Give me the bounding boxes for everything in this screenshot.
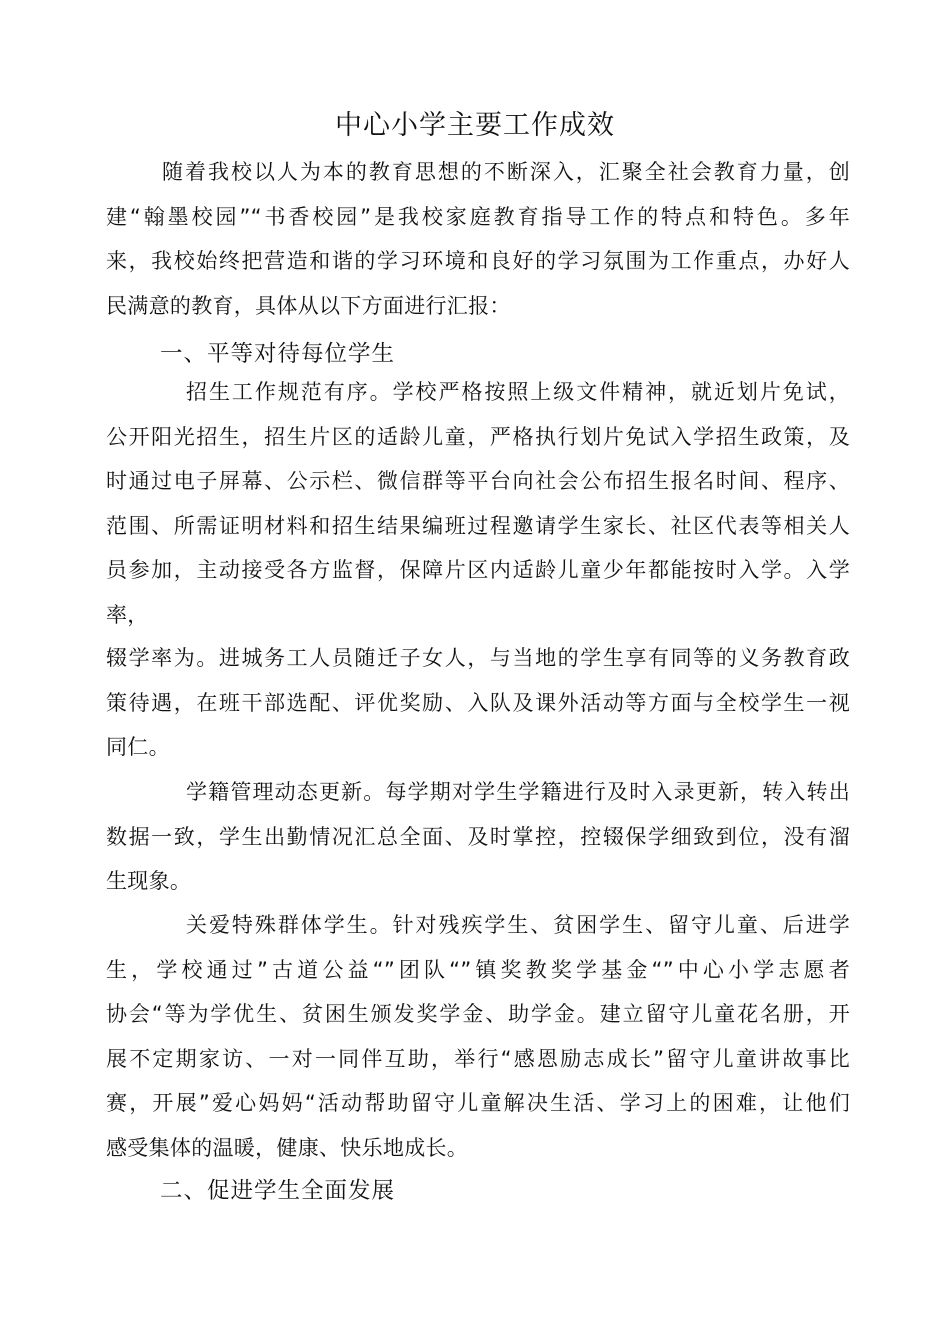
document-title: 中心小学主要工作成效 [335, 110, 615, 141]
special-care-line-2: 生，学校通过”古道公益“”团队“”镇奖教奖学基金“”中心小学志愿者 [106, 957, 850, 982]
dropout-line-1: 辍学率为。进城务工人员随迁子女人，与当地的学生享有同等的义务教育政 [106, 646, 850, 670]
enrollment-paragraph [106, 370, 850, 637]
section-2-heading: 二、促进学生全面发展 [160, 1178, 396, 1204]
enrollment-line-1: 招生工作规范有序。学校严格按照上级文件精神，就近划片免试， [186, 380, 850, 404]
intro-line-1: 随着我校以人为本的教育思想的不断深入，汇聚全社会教育力量，创 [162, 160, 850, 184]
registry-line-1: 学籍管理动态更新。每学期对学生学籍进行及时入录更新，转入转出 [186, 780, 850, 804]
registry-line-2: 数据一致，学生出勤情况汇总全面、及时掌控，控辍保学细致到位，没有溜 [106, 824, 850, 849]
special-care-line-1: 关爱特殊群体学生。针对残疾学生、贫困学生、留守儿童、后进学 [186, 913, 850, 937]
intro-line-4: 民满意的教育，具体从以下方面进行汇报： [106, 293, 511, 318]
intro-line-2: 建“翰墨校园”“书香校园”是我校家庭教育指导工作的特点和特色。多年 [106, 204, 850, 229]
dropout-line-3: 同仁。 [106, 735, 170, 759]
dropout-paragraph [106, 636, 850, 770]
special-care-line-5: 赛，开展”爱心妈妈“活动帮助留守儿童解决生活、学习上的困难，让他们 [106, 1091, 850, 1115]
intro-paragraph [106, 150, 850, 328]
dropout-line-2: 策待遇，在班干部选配、评优奖励、入队及课外活动等方面与全校学生一视 [106, 690, 850, 715]
section-1-heading: 一、平等对待每位学生 [160, 341, 396, 367]
enrollment-line-4: 范围、所需证明材料和招生结果编班过程邀请学生家长、社区代表等相关人 [106, 513, 850, 538]
special-care-line-6: 感受集体的温暖，健康、快乐地成长。 [106, 1135, 469, 1160]
registry-line-3: 生现象。 [106, 869, 192, 893]
registry-paragraph [106, 770, 850, 904]
special-care-line-3: 协会“等为学优生、贫困生颁发奖学金、助学金。建立留守儿童花名册，开 [106, 1002, 850, 1026]
special-care-paragraph [106, 903, 850, 1170]
enrollment-line-3: 时通过电子屏幕、公示栏、微信群等平台向社会公布招生报名时间、程序、 [106, 469, 850, 493]
intro-line-3: 来，我校始终把营造和谐的学习环境和良好的学习氛围为工作重点，办好人 [106, 249, 850, 273]
enrollment-line-2: 公开阳光招生，招生片区的适龄儿童，严格执行划片免试入学招生政策，及 [106, 424, 850, 449]
enrollment-line-6: 率， [106, 602, 149, 627]
special-care-line-4: 展不定期家访、一对一同伴互助，举行“感恩励志成长”留守儿童讲故事比 [106, 1046, 850, 1071]
enrollment-line-5: 员参加，主动接受各方监督，保障片区内适龄儿童少年都能按时入学。入学 [106, 558, 850, 582]
